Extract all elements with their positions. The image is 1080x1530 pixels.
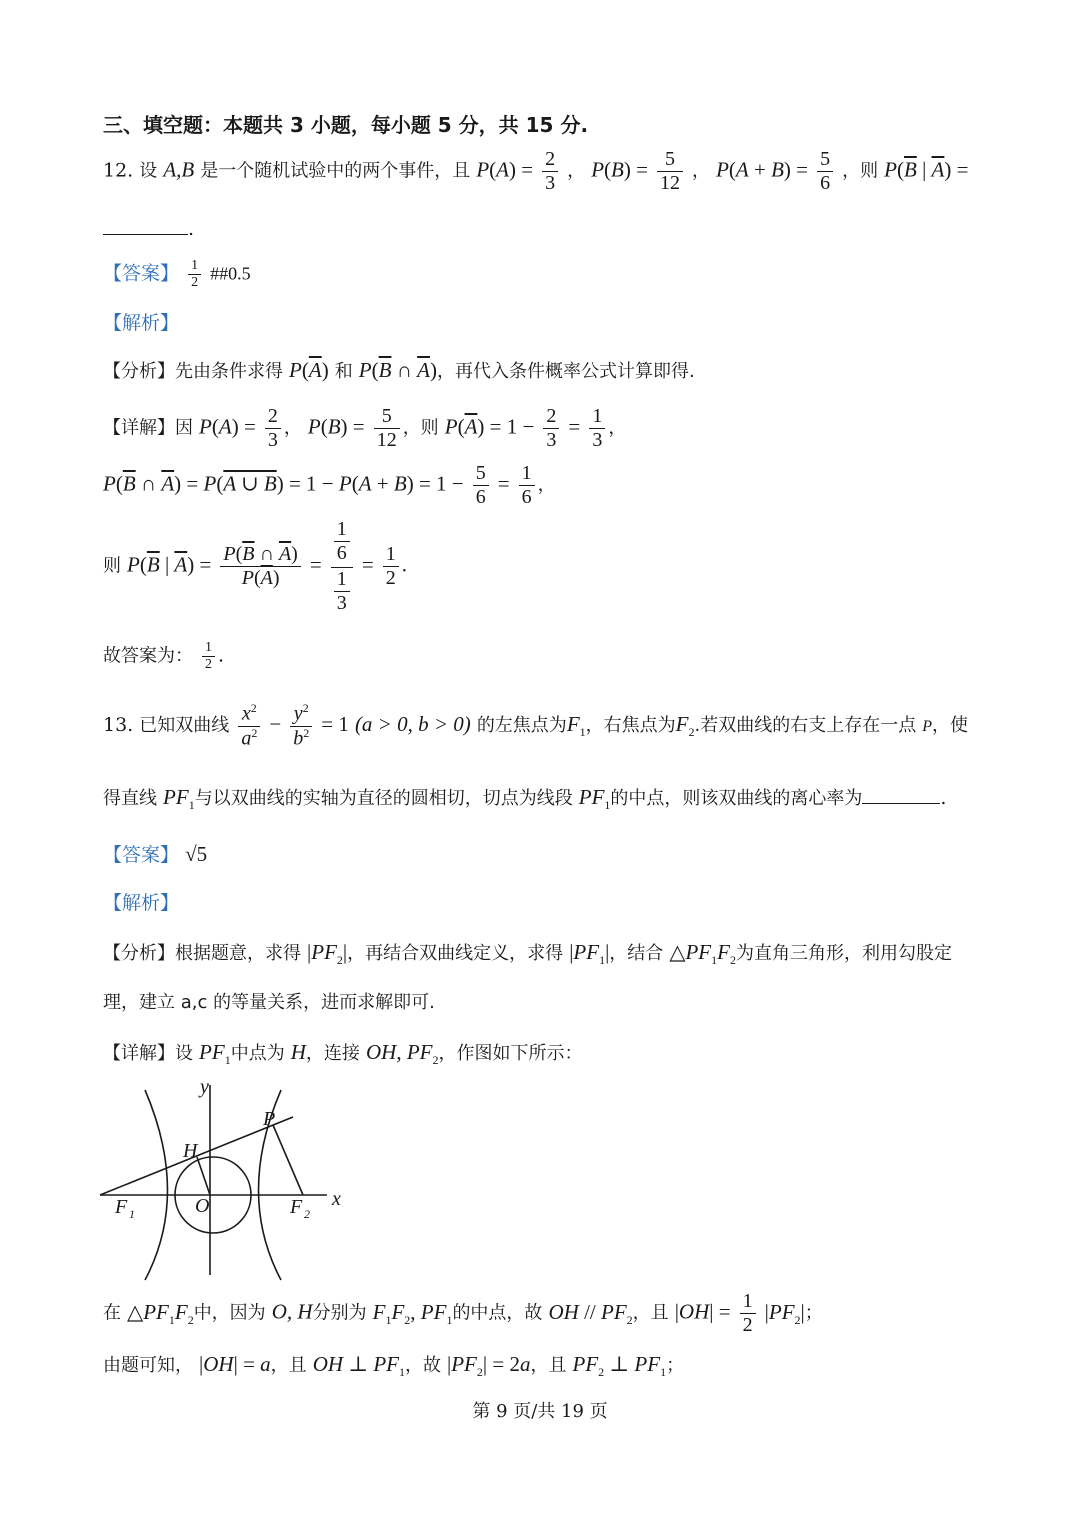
- page-footer: 第 9 页/共 19 页: [472, 1401, 608, 1422]
- q12-fenxi: 【分析】先由条件求得 $P(\overline{A})$ 和 $P(\overline{B}$ ∩ $\overline{A}$)，再代入条件概率公式计算即得.: [103, 358, 695, 382]
- segment-pf2: [273, 1125, 303, 1195]
- q12-stem: 12. 设 A,B 是一个随机试验中的两个事件，且 P(A) = $\frac{2}{3}$ ， P(B) = $\frac{5}{12}$ ， P(A + B) = $\frac{5}{6}$ ，则 $P(\overline{B}$ | $\overline{A}$) =: [103, 148, 969, 194]
- question-number: 12.: [103, 159, 134, 182]
- q13-answer: 【答案】 √5: [103, 842, 208, 866]
- label-f1: F: [115, 1196, 128, 1218]
- hyperbola-figure: [95, 1075, 355, 1285]
- q12-answer: 【答案】 $\frac{1}{2}$ ##0.5: [103, 258, 251, 291]
- q13-detail: 【详解】设 $PF_1$中点为 H，连接 OH, $PF_2$，作图如下所示：: [103, 1040, 583, 1068]
- label-y: y: [200, 1076, 209, 1098]
- label-x: x: [332, 1188, 341, 1210]
- q12-conclusion: 故答案为： $\frac{1}{2}$ .: [103, 640, 225, 673]
- label-h: H: [183, 1140, 198, 1162]
- section-heading: 三、填空题：本题共 3 小题，每小题 5 分，共 15 分.: [103, 113, 589, 137]
- q12-analysis-tag: 【解析】: [103, 312, 180, 334]
- q13-stem-2: 得直线 $PF_1$与以双曲线的实轴为直径的圆相切，切点为线段 $PF_1$的中点，则该双曲线的离心率为 .: [103, 785, 947, 813]
- q13-fenxi-2: 理，建立 a,c 的等量关系，进而求解即可.: [103, 992, 435, 1013]
- label-o: O: [195, 1195, 210, 1217]
- label-p: P: [263, 1108, 276, 1130]
- segment-oh: [197, 1157, 210, 1195]
- q13-after-2: 由题可知， |OH| = a，且 OH ⊥ $PF_1$，故 $|PF_2| = 2a$，且 $PF_2$ ⊥ $PF_1$；: [103, 1352, 685, 1380]
- q12-detail-1: 【详解】因 P(A) = $\frac{2}{3}$ ， P(B) = $\frac{5}{12}$ ，则 $P(\overline{A}) = 1$ − $\frac{2}{3}$ = $\frac{1}{3}$ ，: [103, 405, 627, 451]
- q13-after-1: 在 $\triangle PF_1F_2$中，因为 O, H分别为 $F_1F_2$, $PF_1$的中点，故 OH // $PF_2$，且 |OH| = $\frac{1}{2}$ $|PF_2|$；: [103, 1290, 823, 1336]
- label-f2-sub: 2: [304, 1207, 310, 1221]
- q12-detail-3: 则 $P(\overline{B}$ | $\overline{A}$) = $\frac{P(\overline{B} \cap \overline{A})}{P(\overline{A})}$ = $\frac{\frac{1}{6}}{\frac{1}{3}}$ = $\frac{1}{2}$ .: [103, 518, 407, 614]
- hyperbola-left-branch: [145, 1090, 168, 1280]
- label-f2: F: [290, 1196, 303, 1218]
- q12-detail-2: $P(\overline{B}$ ∩ $\overline{A}) = P(A$ ∪ B) = 1 − P(A + B) = 1 − $\frac{5}{6}$ = $\frac{1}{6}$ ，: [103, 462, 556, 508]
- q12-blank: .: [103, 218, 194, 241]
- label-f1-sub: 1: [129, 1207, 135, 1221]
- question-number: 13.: [103, 714, 134, 737]
- q13-analysis-tag: 【解析】: [103, 892, 180, 914]
- q13-stem: 13. 已知双曲线 $\frac{x^2}{a^2}$ − $\frac{y^2}{b^2}$ = 1 (a > 0, b > 0) 的左焦点为$F_1$，右焦点为$F_2$.若双曲线的右支上存在一点 P，使: [103, 701, 969, 750]
- q13-fenxi: 【分析】根据题意，求得 $|PF_2|$，再结合双曲线定义，求得 $|PF_1|$，结合 $\triangle PF_1F_2$为直角三角形，利用勾股定: [103, 940, 952, 968]
